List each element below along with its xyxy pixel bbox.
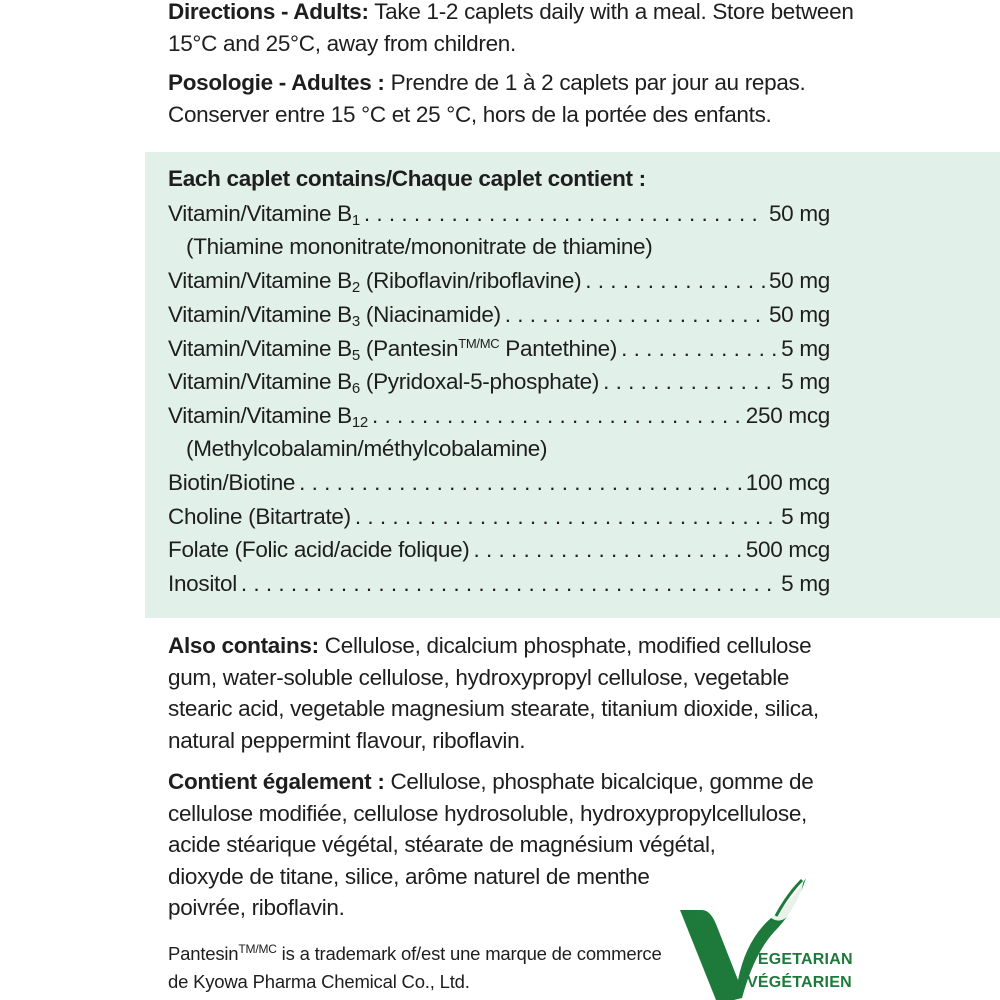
ingredient-row [168,302,830,335]
ingredient-row [168,369,830,402]
ingredient-detail: (Pyridoxal-5-phosphate) [359,369,600,394]
ingredient-row [168,571,830,604]
leader-dots [474,537,742,563]
leader-dots [299,470,742,496]
also-contains-en-text: Cellulose, dicalcium phosphate, modified cellulose gum, water-soluble cellulose, hydroxypropyl cellulose, vegetable stearic acid, vegetable magnesium stearate, titanium dioxide, silica, natural peppermint flavour, riboflavin. [168,633,819,753]
ingredient-amount: 500 mcg [745,537,830,562]
ingredient-note: (Thiamine mononitrate/mononitrate de thiamine) [186,234,653,259]
ingredient-subscript: 5 [351,347,360,364]
ingredient-amount: 50 mg [768,268,830,293]
ingredient-name: Vitamin/Vitamine B [168,403,352,428]
ingredient-name: Vitamin/Vitamine B [168,369,352,394]
also-contains-fr-text: Cellulose, phosphate bicalcique, gomme de cellulose modifiée, cellulose hydrosoluble, hydroxypropylcellulose, acide stéarique végétal, stéarate de magnésium végétal, [168,769,814,857]
leader-dots [603,369,777,395]
ingredient-name: Folate (Folic acid/acide folique) [168,537,470,562]
ingredient-amount: 100 mcg [745,470,830,495]
trademark-footnote [168,940,668,996]
ingredient-subscript: 6 [351,380,360,397]
directions-en-text: Take 1-2 caplets daily with a meal. Store between 15°C and 25°C, away from children. [168,0,854,56]
ingredient-subscript: 12 [351,414,368,431]
leader-dots [241,571,777,597]
ingredient-name: Vitamin/Vitamine B [168,201,352,226]
ingredient-amount: 5 mg [781,571,830,596]
vegetarian-label: VEGETARIAN [747,951,853,968]
ingredient-name: Inositol [168,571,237,596]
footnote-brand: Pantesin [168,943,239,964]
ingredient-subscript: 2 [351,279,360,296]
ingredient-row [168,403,830,436]
ingredient-detail: (Pantesin [359,336,459,361]
also-contains-fr-label: Contient également : [168,769,385,794]
ingredient-name: Choline (Bitartrate) [168,504,351,529]
ingredient-amount: 50 mg [768,302,830,327]
ingredients-heading: Each caplet contains/Chaque caplet contient : [168,166,646,191]
ingredient-name: Biotin/Biotine [168,470,296,495]
footnote-text: is a trademark of/est une marque de commerce de Kyowa Pharma Chemical Co., Ltd. [168,943,662,992]
also-contains-fr-text-2: dioxyde de titane, silice, arôme naturel de menthe [168,863,650,889]
leader-dots [372,403,742,429]
directions-fr-label: Posologie - Adultes : [168,70,385,95]
footnote-superscript: TM/MC [238,942,277,956]
ingredient-detail-2: Pantethine) [499,336,618,361]
ingredient-amount: 5 mg [781,504,830,529]
ingredient-amount: 5 mg [781,369,830,394]
ingredient-row [168,470,830,503]
trademark-superscript: TM/MC [458,336,500,351]
also-contains-en-label: Also contains: [168,633,319,658]
ingredient-detail: (Niacinamide) [359,302,501,327]
ingredient-subscript: 3 [351,313,360,330]
ingredient-detail: (Riboflavin/riboflavine) [359,268,582,293]
leader-dots [364,201,765,227]
ingredient-row [168,504,830,537]
ingredient-name: Vitamin/Vitamine B [168,302,352,327]
ingredient-row [168,268,830,301]
leader-dots [355,504,777,530]
ingredient-note: (Methylcobalamin/méthylcobalamine) [186,436,548,461]
ingredient-amount: 250 mcg [745,403,830,428]
ingredient-row [168,537,830,570]
also-contains-english [168,630,838,756]
ingredient-row [168,201,830,234]
directions-english [168,0,868,59]
leader-dots [621,336,777,362]
ingredient-subscript: 1 [351,212,360,229]
ingredient-amount: 5 mg [781,336,830,361]
directions-en-label: Directions - Adults: [168,0,369,24]
also-contains-fr-text-3: poivrée, riboflavin. [168,895,345,920]
leader-dots [505,302,765,328]
vegetarien-label: VÉGÉTARIEN [747,974,852,991]
directions-french [168,67,868,130]
leader-dots [585,268,765,294]
ingredient-amount: 50 mg [768,201,830,226]
ingredient-name: Vitamin/Vitamine B [168,268,352,293]
directions-fr-text: Prendre de 1 à 2 caplets par jour au repas. Conserver entre 15 °C et 25 °C, hors de la portée des enfants. [168,70,806,127]
ingredient-row [168,336,830,369]
ingredient-name: Vitamin/Vitamine B [168,336,352,361]
